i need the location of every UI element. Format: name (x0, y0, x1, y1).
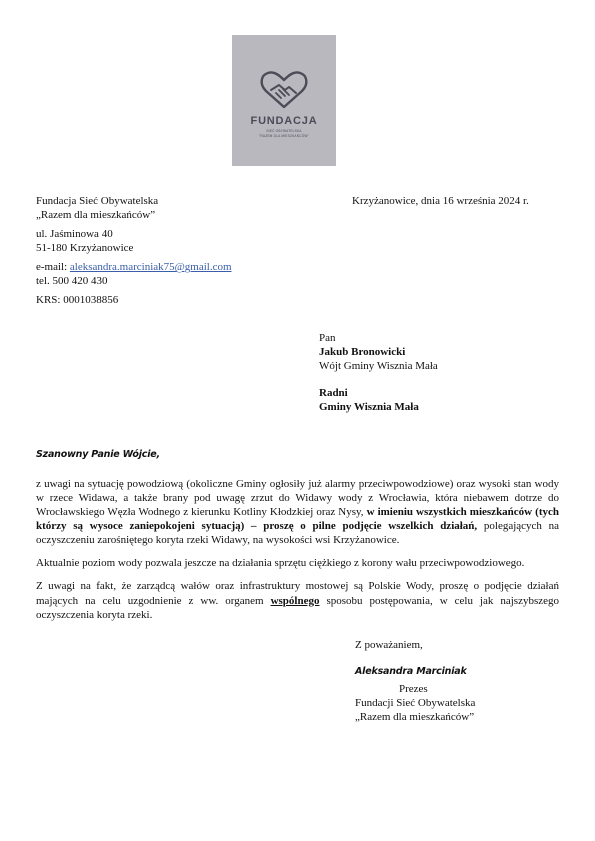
email-link[interactable]: aleksandra.marciniak75@gmail.com (69, 261, 232, 274)
sender-krs: KRS: 0001038856 (36, 294, 119, 307)
letter-body (36, 477, 559, 631)
paragraph-1 (36, 477, 559, 547)
foundation-logo (232, 35, 336, 166)
p1-bold-text: w imieniu wszystkich mieszkańców (tych którzy są wysoce zaniepokojeni sytuacją) – proszę o pilne podjęcie wszelkich działań, (36, 506, 559, 533)
sender-street: ul. Jaśminowa 40 (36, 228, 113, 241)
sender-email-row (36, 260, 286, 274)
recipient-title: Wójt Gminy Wisznia Mała (319, 360, 438, 373)
logo-title: FUNDACJA (250, 115, 318, 127)
sender-city: 51-180 Krzyżanowice (36, 242, 134, 255)
sender-name-2: „Razem dla mieszkańców” (36, 209, 156, 222)
recipient-group: Radni (319, 387, 348, 400)
signature-block (355, 682, 475, 724)
recipient-block (319, 331, 438, 414)
p3-text: Z uwagi na fakt, że zarządcą wałów oraz infrastruktury mostowej są Polskie Wody, proszę o podjęcie działań mających na celu uzgodnienie z ww. organem (36, 580, 559, 607)
signature: Aleksandra Marciniak (355, 666, 467, 677)
email-label: e-mail: (36, 261, 70, 274)
date-line: Krzyżanowice, dnia 16 września 2024 r. (352, 195, 529, 207)
p3-underlined: wspólnego (270, 594, 320, 607)
p3-text-2: sposobu postępowania, w celu jak najszybszego oczyszczenia koryta rzeki. (36, 594, 559, 621)
recipient-name: Jakub Bronowicki (319, 346, 406, 359)
signer-org-2: „Razem dla mieszkańców” (355, 711, 475, 724)
p1-text: z uwagi na sytuację powodziową (okoliczne Gminy ogłosiły już alarmy przeciwpowodziowe) oraz wysoki stan wody w rzece Widawa, a także brany pod uwagę zrzut do Widawy wody z Wrocławia, która niebawem dotrze do Wrocławskiego Węzła Wodnego z kierunku Kotliny Kłodzkiej oraz Nysy, (36, 478, 559, 519)
recipient-salutation: Pan (319, 332, 336, 344)
closing: Z poważaniem, (355, 639, 423, 651)
greeting: Szanowny Panie Wójcie, (36, 449, 160, 460)
paragraph-3 (36, 579, 559, 621)
signer-role: Prezes (399, 683, 428, 695)
logo-subtitle: SIEĆ OBYWATELSKA (266, 129, 302, 133)
sender-address (36, 194, 286, 308)
heart-handshake-icon (232, 35, 336, 166)
sender-phone: tel. 500 420 430 (36, 275, 108, 288)
logo-subtitle-2: "RAZEM DLA MIESZKAŃCÓW" (259, 134, 309, 138)
paragraph-2: Aktualnie poziom wody pozwala jeszcze na działania sprzętu ciężkiego z korony wału przeciwpowodziowego. (36, 557, 525, 570)
recipient-group-2: Gminy Wisznia Mała (319, 401, 419, 414)
signer-org: Fundacji Sieć Obywatelska (355, 697, 476, 710)
sender-name: Fundacja Sieć Obywatelska (36, 195, 159, 207)
p1-text-2: polegających na oczyszczeniu zarośniętego koryta rzeki Widawy, na wysokości wsi Krzyżanowice. (36, 520, 559, 547)
